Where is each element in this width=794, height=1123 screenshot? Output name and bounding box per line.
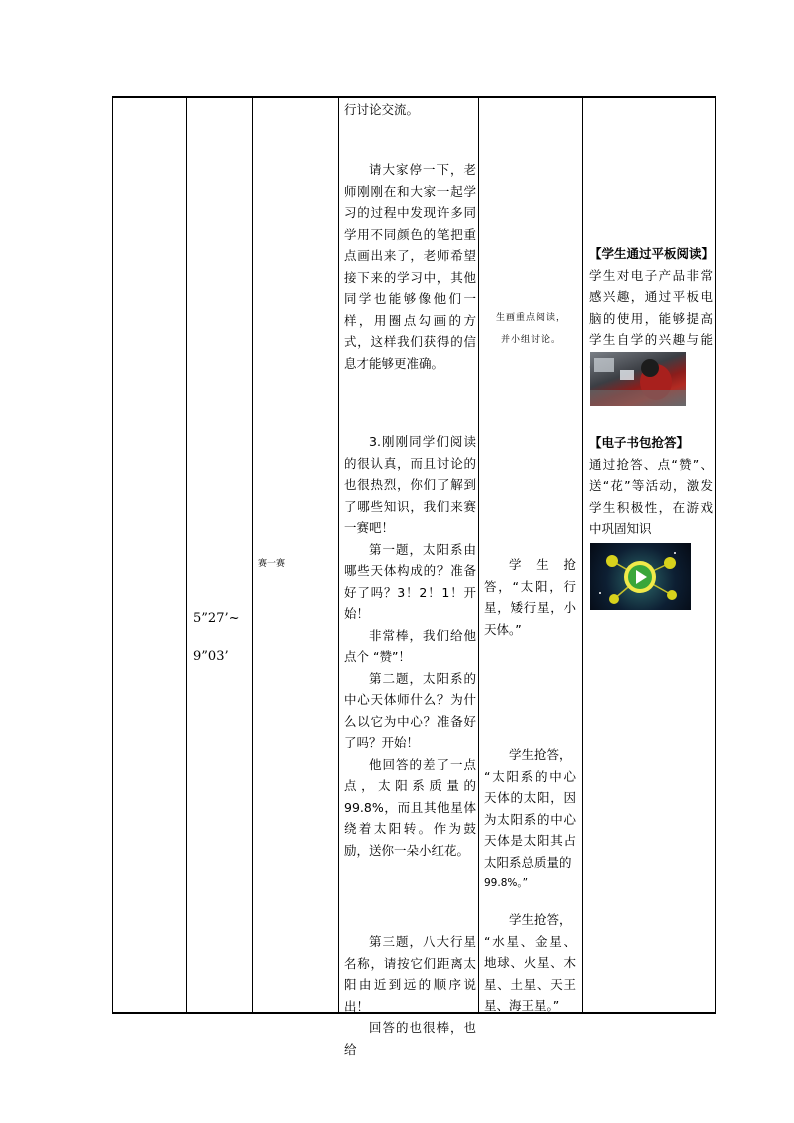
answer-text: “太阳系的中心天体的太阳，因为太阳系的中心天体是太阳其占太阳系总质量的 — [484, 768, 576, 870]
content-paragraph: 行讨论交流。 — [344, 102, 420, 117]
content-paragraph: 第二题，太阳系的中心天体师什么？为什么以它为中心？准备好了吗？开始！ — [344, 670, 476, 750]
column-divider — [582, 96, 583, 1014]
teacher-activity — [344, 99, 476, 121]
column-divider — [338, 96, 339, 1014]
column-divider — [186, 96, 187, 1014]
quiz-play-graphic-icon — [590, 543, 691, 610]
stage-label: 赛一赛 — [258, 559, 286, 569]
intent-text: 学生对电子产品非常感兴趣，通过平板电脑的使用，能够提高学生自学的兴趣与能 — [589, 267, 713, 347]
student-answer — [484, 909, 576, 1017]
time-end: 9”03’ — [193, 649, 229, 664]
teacher-activity — [344, 931, 476, 1060]
student-handwritten-note: 并小组讨论。 — [500, 335, 561, 345]
answer-text: 学生抢答，“太阳，行星，矮行星，小天体。” — [484, 557, 576, 637]
intent-heading: 【学生通过平板阅读】 — [589, 246, 715, 261]
answer-text: 学生抢答， — [509, 747, 572, 762]
content-paragraph: 回答的也很棒，也给 — [344, 1020, 476, 1057]
student-answer — [484, 744, 576, 895]
content-paragraph: 他回答的差了一点点，太阳系质量的 99.8%，而且其他星体绕着太阳转。作为鼓励，送你一朵小红花。 — [344, 756, 476, 858]
content-paragraph: 第三题，八大行星名称，请按它们距离太阳由近到远的顺序说出！ — [344, 934, 476, 1014]
tablet-classroom-photo-icon — [590, 352, 686, 406]
student-handwritten-note: 生画重点阅读， — [495, 313, 566, 323]
content-paragraph: 第一题，太阳系由哪些天体构成的？准备好了吗？3！2！1！开始！ — [344, 541, 476, 621]
student-answer — [484, 554, 576, 640]
column-divider — [252, 96, 253, 1014]
content-paragraph: 请大家停一下，老师刚刚在和大家一起学习的过程中发现许多同学用不同颜色的笔把重点画出来了，老师希望接下来的学习中，其他同学也能够像他们一样，用圈点勾画的方式，这样我们获得的信息才能够更准确。 — [344, 162, 476, 371]
answer-text: “水星、金星、地球、火星、木星、土星、天王星、海王星。” — [484, 933, 576, 1013]
time-start: 5”27’~ — [193, 611, 240, 626]
content-paragraph: 3.刚刚同学们阅读的很认真，而且讨论的也很热烈，你们了解到了哪些知识，我们来赛一赛吧！ — [344, 434, 476, 535]
intent-heading: 【电子书包抢答】 — [589, 435, 690, 450]
teacher-activity — [344, 159, 476, 374]
answer-text: 学生抢答， — [509, 912, 572, 927]
content-paragraph: 非常棒，我们给他点个 “赞”！ — [344, 627, 476, 664]
column-divider — [478, 96, 479, 1014]
intent-text: 通过抢答、点“赞”、送“花”等活动，激发学生积极性，在游戏中巩固知识 — [589, 456, 713, 536]
teacher-activity — [344, 431, 476, 861]
design-intent — [589, 432, 713, 540]
answer-text: 99.8%。” — [484, 877, 529, 889]
